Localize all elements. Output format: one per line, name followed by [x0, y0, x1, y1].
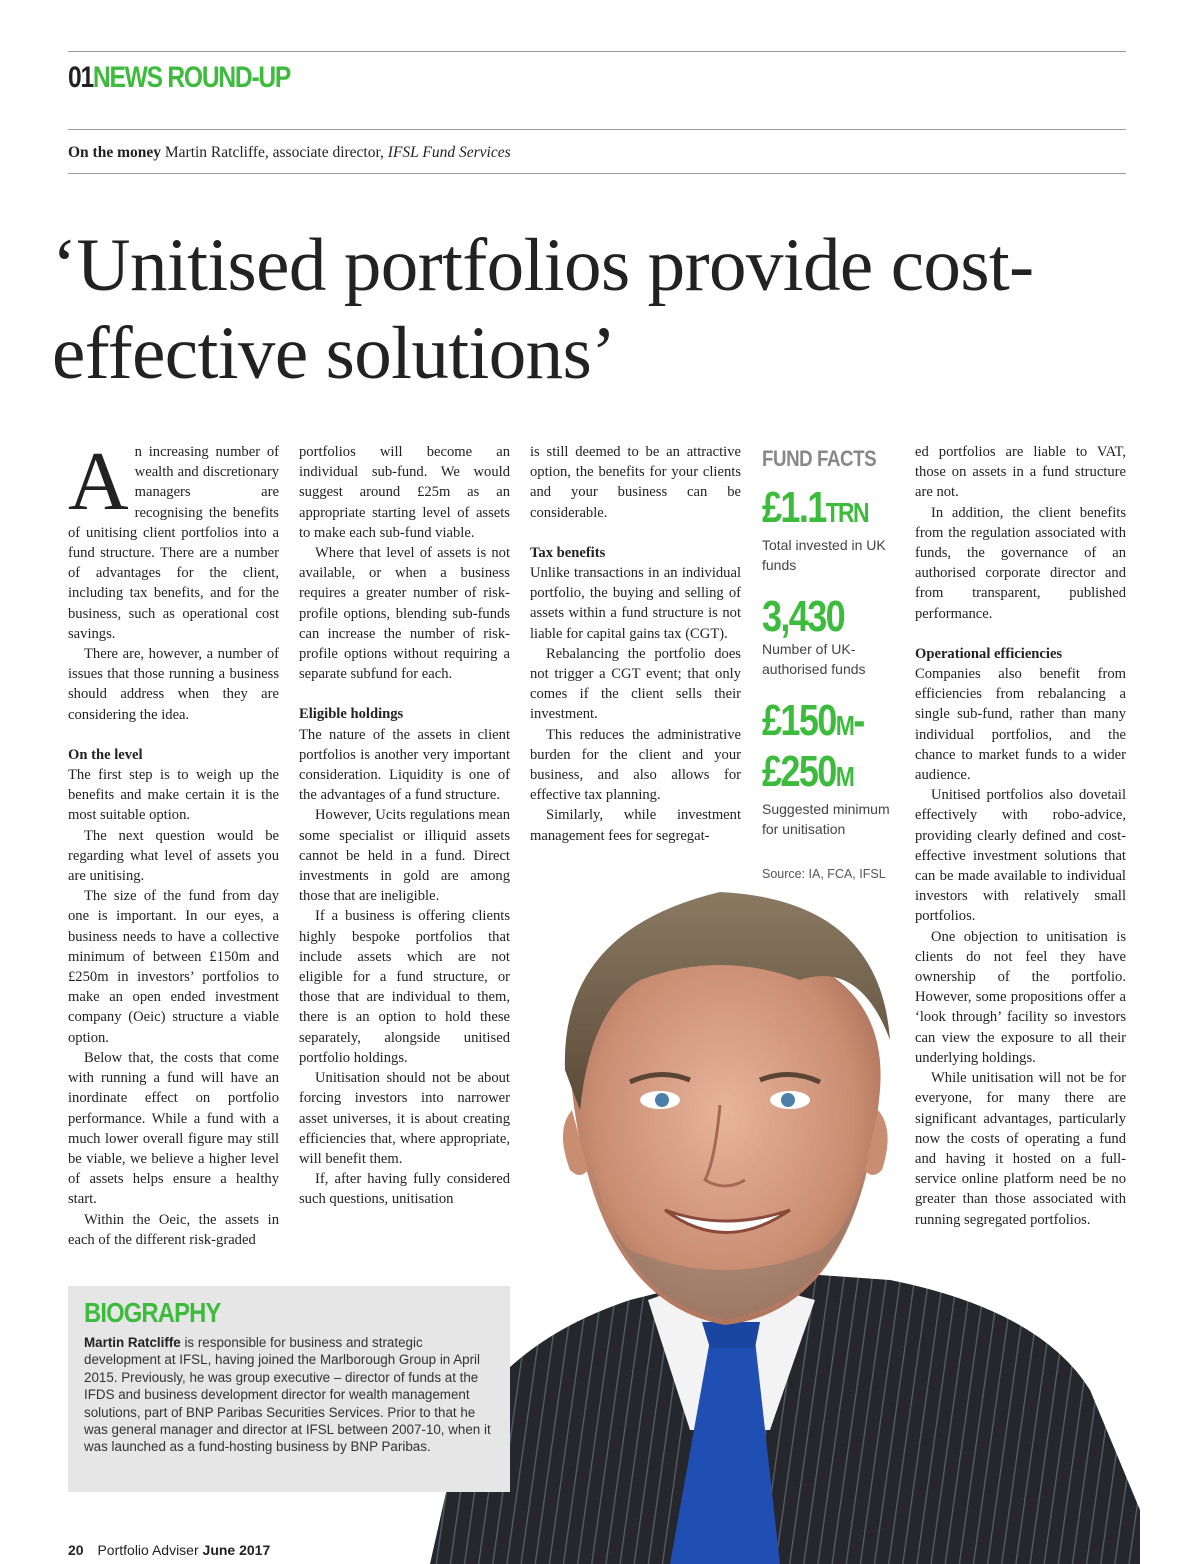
- section-name: NEWS ROUND-UP: [92, 61, 291, 94]
- paragraph: One objection to unitisation is clients do not feel they have ownership of the portfolio. However, some propositions offer a ‘look through’ facility so investors can view the exposure to all their underlying holdings.: [915, 928, 1126, 1066]
- paragraph: The next question would be regarding what level of assets you are unitising.: [68, 827, 279, 885]
- paragraph: Companies also benefit from efficiencies from rebalancing a single sub-fund, rather than many individual portfolios, and the chance to market funds to a wider audience.: [915, 666, 1126, 784]
- drop-cap: A: [68, 435, 129, 528]
- paragraph: ed portfolios are liable to VAT, those on assets in a fund structure are not.: [915, 444, 1126, 501]
- fact-minimum-value-a: £150M-: [762, 696, 864, 745]
- biography-title: BIOGRAPHY: [84, 1297, 221, 1328]
- paragraph: Unitised portfolios also dovetail effectively with robo-advice, providing clearly defined and cost-effective investment solutions that can be made available to individual investors with relatively small portfolios.: [915, 787, 1126, 925]
- paragraph: Unitisation should not be about forcing investors into narrower asset universes, it is about creating efficiencies that, where appropriate, will benefit them.: [299, 1070, 510, 1167]
- top-rule: [68, 51, 1126, 52]
- portrait-photo: [420, 870, 1140, 1564]
- paragraph: The nature of the assets in client portfolios is another very important consideration. Liquidity is one of the advantages of a fund structure.: [299, 726, 510, 804]
- paragraph: The size of the fund from day one is important. In our eyes, a business needs to have a collective minimum of between £150m and £250m in investors’ portfolios to make an open ended investment company (Oeic) structure a viable option.: [68, 888, 279, 1046]
- subheading: Tax benefits: [530, 544, 606, 561]
- fact-total-invested-label: Total invested in UK funds: [762, 537, 886, 573]
- subheading: On the level: [68, 746, 143, 763]
- fact-minimum-label: Suggested minimum for unitisation: [762, 801, 890, 837]
- paragraph: While unitisation will not be for everyone, for many there are significant advantages, particularly now the costs of operating a fund and having it hosted on a full-service online platform need be no greater than those associated with running segregated portfolios.: [915, 1070, 1126, 1228]
- paragraph: Unlike transactions in an individual portfolio, the buying and selling of assets within a fund structure is not liable for capital gains tax (CGT).: [530, 565, 741, 642]
- page-footer: [68, 1542, 270, 1558]
- paragraph: is still deemed to be an attractive option, the benefits for your clients and your business can be considerable.: [530, 444, 741, 521]
- paragraph: Rebalancing the portfolio does not trigger a CGT event; that only comes if the client sells their investment.: [530, 645, 741, 723]
- section-title: [68, 60, 290, 96]
- paragraph: There are, however, a number of issues that those running a business should address when they are considering the idea.: [68, 646, 279, 723]
- paragraph: In addition, the client benefits from the regulation associated with funds, the governance of an authorised corporate director and from transparent, published performance.: [915, 504, 1126, 622]
- byline-company: IFSL Fund Services: [387, 144, 511, 161]
- fund-facts-title: FUND FACTS: [762, 446, 877, 471]
- paragraph: If, after having fully considered such questions, unitisation: [299, 1171, 510, 1208]
- byline-rule: [68, 173, 1126, 174]
- paragraph: Where that level of assets is not available, or when a business requires a greater number of risk-profile options, blending sub-funds can increase the number of risk-profile options without requiring a separate subfund for each.: [299, 545, 510, 683]
- paragraph: The first step is to weigh up the benefits and make certain it is the most suitable option.: [68, 767, 279, 824]
- paragraph: Within the Oeic, the assets in each of the different risk-graded: [68, 1211, 279, 1248]
- paragraph: portfolios will become an individual sub-fund. We would suggest around £25m as an appropriate starting level of assets to make each sub-fund viable.: [299, 444, 510, 541]
- section-number: 01: [68, 61, 93, 94]
- byline-label: On the money: [68, 144, 161, 161]
- column-1-body: [68, 435, 279, 1250]
- biography-body: is responsible for business and strategic development at IFSL, having joined the Marlborough Group in April 2015. Previously, he was group executive – director of funds at the IFDS and business development director for wealth management solutions, part of BNP Paribas Securities Services. Prior to that he was general manager and director at IFSL between 2007-10, when it was launched as a fund-hosting business by BNP Paribas.: [84, 1335, 491, 1455]
- section-rule: [68, 129, 1126, 130]
- fact-minimum-value-b: £250M: [762, 747, 854, 796]
- fact-fund-count-label: Number of UK-authorised funds: [762, 641, 866, 677]
- fund-facts-panel: [762, 442, 902, 881]
- fact-fund-count-value: 3,430: [762, 592, 845, 641]
- page-number: 20: [68, 1542, 84, 1558]
- subheading: Operational efficiencies: [915, 645, 1063, 662]
- paragraph: Similarly, while investment management fees for segregat-: [530, 807, 741, 844]
- issue-date: June 2017: [202, 1542, 271, 1558]
- article-column-3: [530, 442, 741, 846]
- biography-text: [84, 1334, 494, 1456]
- paragraph: Below that, the costs that come with running a fund will have an inordinate effect on portfolio performance. While a fund with a much lower overall figure may still be viable, we believe a higher level of assets helps ensure a healthy start.: [68, 1049, 279, 1208]
- byline: [68, 144, 511, 162]
- subheading: Eligible holdings: [299, 706, 404, 723]
- headline: ‘Unitised portfolios provide cost-effective solutions’: [52, 224, 1034, 395]
- paragraph: If a business is offering clients highly bespoke portfolios that include assets which are not eligible for a fund structure, or those that are individual to them, there is an option to hold these separately, alongside unitised portfolio holdings.: [299, 908, 510, 1066]
- fund-facts-source: Source: IA, FCA, IFSL: [762, 867, 886, 881]
- paragraph: However, Ucits regulations mean some specialist or illiquid assets cannot be held in a fund. Direct investments in gold are among those that are ineligible.: [299, 807, 510, 905]
- biography-name: Martin Ratcliffe: [84, 1335, 181, 1350]
- byline-person: Martin Ratcliffe, associate director,: [164, 144, 384, 161]
- paragraph: n increasing number of wealth and discretionary managers are recognising the benefits of unitising client portfolios into a fund structure. There are a number of advantages for the client, including tax benefits, and for the business, such as operational cost savings.: [68, 444, 279, 642]
- biography-box: [68, 1286, 510, 1492]
- publication-name: Portfolio Adviser: [97, 1542, 199, 1558]
- paragraph: This reduces the administrative burden for the client and your business, and also allows for effective tax planning.: [530, 726, 741, 804]
- article-column-1: [68, 435, 279, 1250]
- fact-total-invested-value: £1.1TRN: [762, 483, 868, 532]
